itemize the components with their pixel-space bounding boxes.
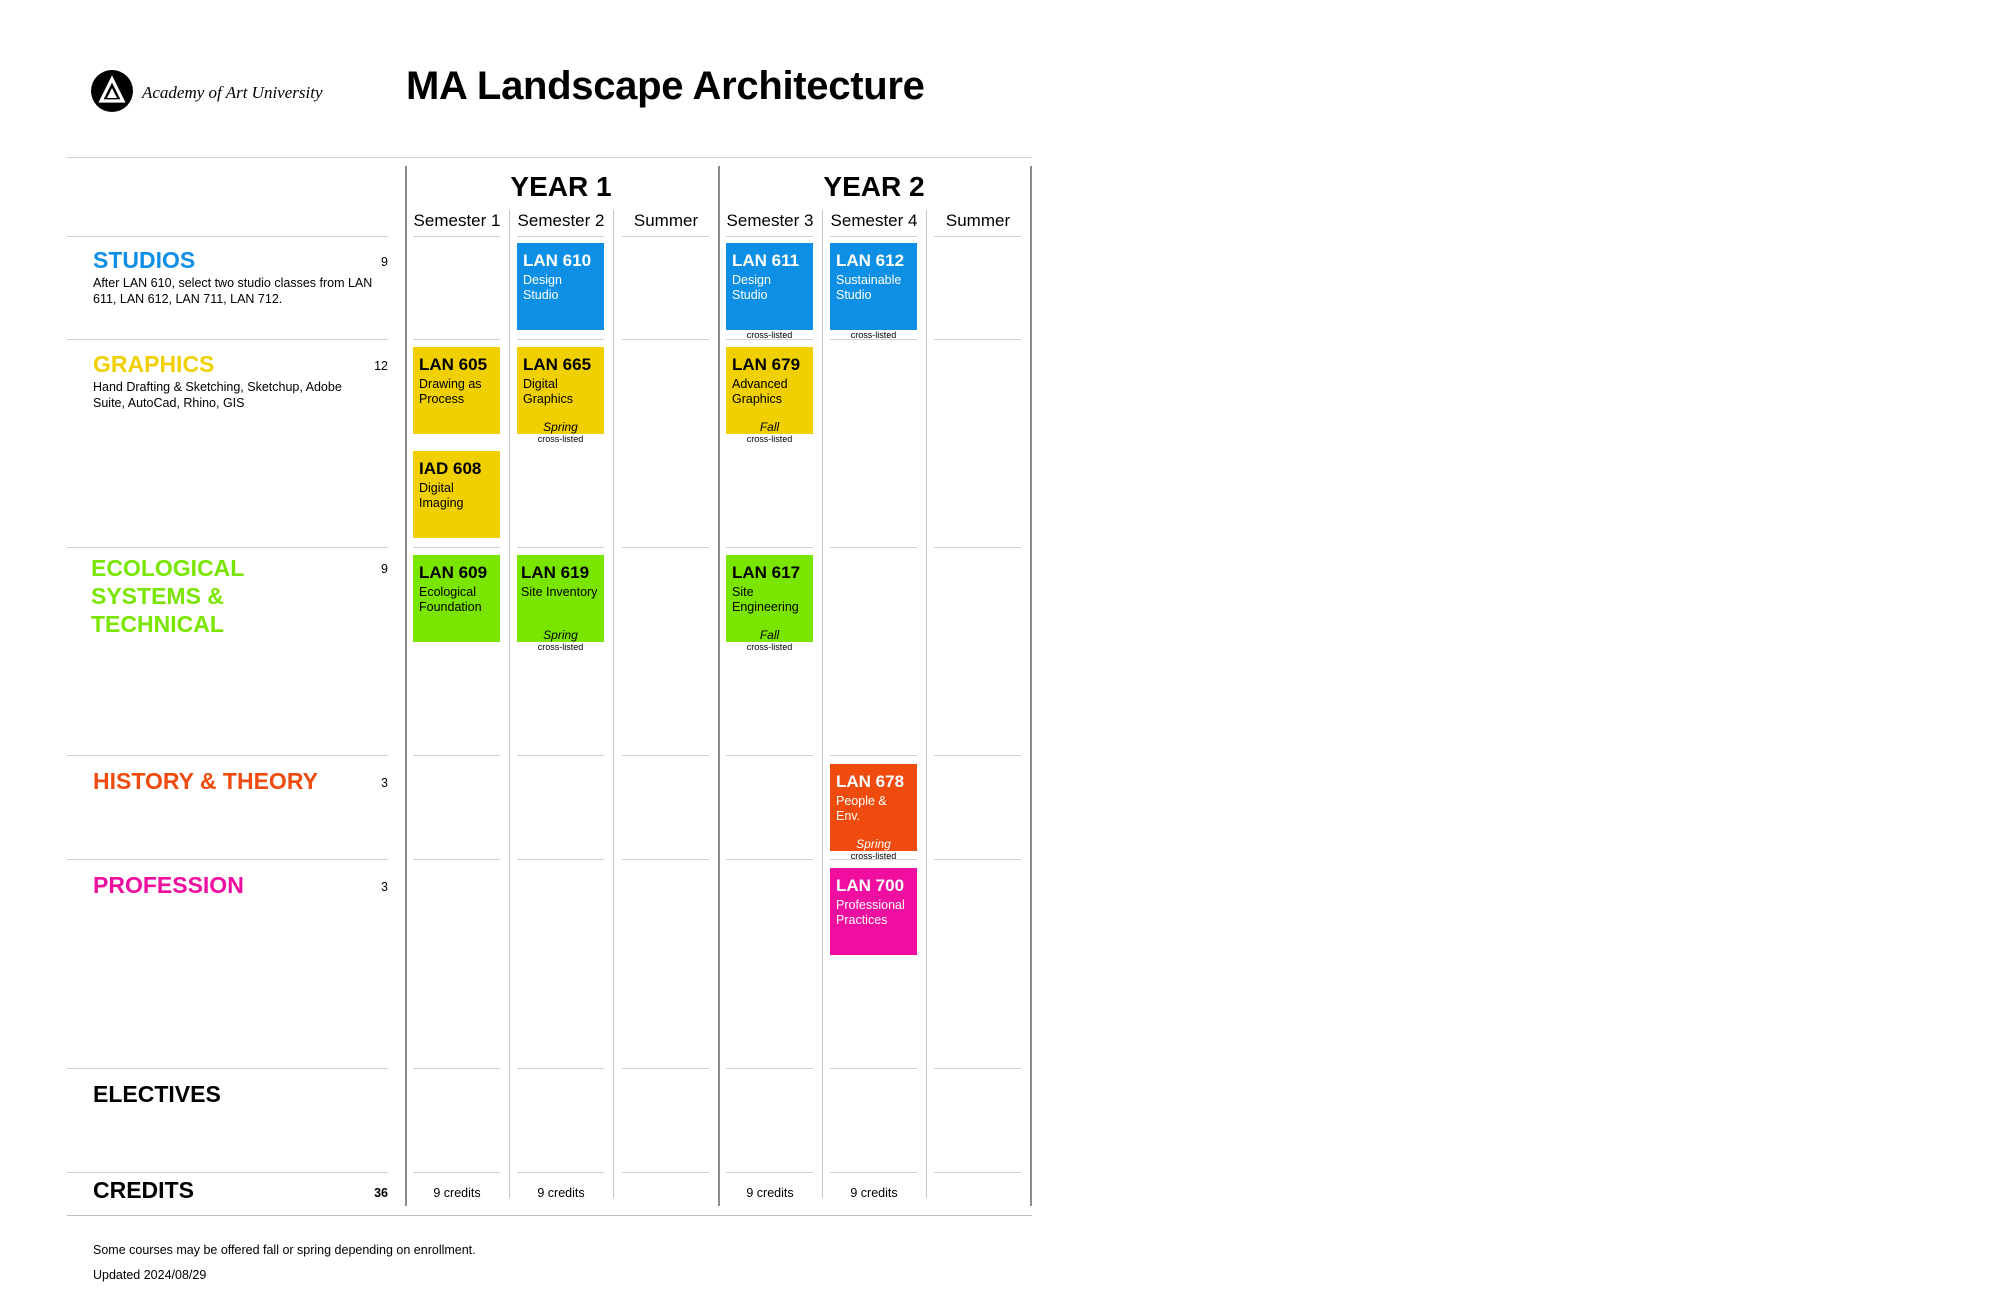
course-code: LAN 605 [419, 355, 488, 374]
cross-listed-note: cross-listed [537, 642, 584, 652]
course-card-lan700 [830, 868, 917, 955]
course-card-lan611 [726, 243, 813, 330]
cross-listed-note: cross-listed [850, 330, 897, 340]
cross-listed-note: cross-listed [850, 851, 897, 861]
category-graphics-credits: 12 [374, 359, 388, 373]
course-code: LAN 611 [732, 251, 800, 270]
course-card-iad608 [413, 451, 500, 538]
course-name: Sustainable Studio [836, 273, 902, 302]
top-rule [67, 157, 1032, 158]
course-name: Professional Practices [836, 898, 905, 927]
category-graphics-desc: Hand Drafting & Sketching, Sketchup, Adobe Suite, AutoCad, Rhino, GIS [93, 380, 342, 410]
course-code: LAN 665 [523, 355, 592, 374]
category-history-credits: 3 [381, 776, 388, 790]
course-code: LAN 700 [836, 876, 905, 895]
semester-1-credits: 9 credits [433, 1186, 481, 1200]
course-name: Advanced Graphics [732, 377, 788, 406]
column-semester-4: Semester 4 [830, 211, 918, 230]
course-code: IAD 608 [419, 459, 482, 478]
course-card-lan619 [517, 555, 604, 642]
page-title: MA Landscape Architecture [406, 64, 925, 108]
category-profession-title: PROFESSION [93, 872, 244, 898]
category-electives-title: ELECTIVES [93, 1081, 221, 1107]
course-card-lan610 [517, 243, 604, 330]
university-logo [91, 70, 133, 112]
divider-sem4-summer [926, 210, 927, 1198]
credits-total: 36 [374, 1186, 388, 1200]
category-profession-credits: 3 [381, 880, 388, 894]
category-graphics-title: GRAPHICS [93, 351, 215, 377]
course-term: Fall [759, 420, 780, 434]
course-card-lan612 [830, 243, 917, 330]
semester-3-credits: 9 credits [746, 1186, 794, 1200]
course-term: Fall [759, 628, 780, 642]
footer-updated: Updated 2024/08/29 [93, 1268, 207, 1282]
year-1-label: YEAR 1 [510, 171, 612, 202]
course-code: LAN 610 [523, 251, 592, 270]
course-card-lan679 [726, 347, 813, 434]
column-semester-3: Semester 3 [726, 211, 814, 230]
category-ecological-title: ECOLOGICAL SYSTEMS & TECHNICAL [91, 555, 244, 637]
course-name: Drawing as Process [419, 377, 482, 406]
course-code: LAN 619 [521, 563, 590, 582]
course-code: LAN 679 [732, 355, 801, 374]
cross-listed-note: cross-listed [537, 434, 584, 444]
divider-year2-right [1030, 166, 1032, 1206]
course-name: Design Studio [732, 273, 771, 302]
divider-sem2-summer [613, 210, 614, 1198]
course-card-lan617 [726, 555, 813, 642]
course-code: LAN 617 [732, 563, 801, 582]
course-term: Spring [543, 628, 578, 642]
divider-sem3-sem4 [822, 210, 823, 1198]
semester-4-credits: 9 credits [850, 1186, 898, 1200]
category-history-title: HISTORY & THEORY [93, 768, 318, 794]
category-studios-credits: 9 [381, 255, 388, 269]
column-semester-1: Semester 1 [413, 211, 501, 230]
category-ecological-credits: 9 [381, 562, 388, 576]
column-summer-1: Summer [633, 211, 699, 230]
cross-listed-note: cross-listed [746, 330, 793, 340]
semester-2-credits: 9 credits [537, 1186, 585, 1200]
bottom-rule [67, 1215, 1032, 1216]
university-name: Academy of Art University [142, 83, 323, 102]
footer-note: Some courses may be offered fall or spring depending on enrollment. [93, 1243, 476, 1257]
column-summer-2: Summer [945, 211, 1011, 230]
cross-listed-note: cross-listed [746, 434, 793, 444]
credits-row-title: CREDITS [93, 1177, 194, 1203]
course-name: Site Inventory [521, 585, 598, 599]
course-code: LAN 609 [419, 563, 488, 582]
course-term: Spring [856, 837, 891, 851]
course-name: Digital Graphics [523, 377, 574, 406]
course-card-lan678 [830, 764, 917, 851]
course-name: Site Engineering [732, 585, 799, 614]
category-studios-title: STUDIOS [93, 247, 196, 273]
course-name: Digital Imaging [419, 481, 464, 510]
year-2-label: YEAR 2 [823, 171, 925, 202]
course-term: Spring [543, 420, 578, 434]
course-card-lan609 [413, 555, 500, 642]
course-card-lan665 [517, 347, 604, 434]
logo-triangle-icon [91, 70, 133, 112]
course-name: People & Env. [836, 794, 887, 823]
course-name: Design Studio [523, 273, 562, 302]
divider-sem1-sem2 [509, 210, 510, 1198]
divider-year2-left [718, 166, 720, 1206]
course-card-lan605 [413, 347, 500, 434]
category-studios-desc: After LAN 610, select two studio classes from LAN 611, LAN 612, LAN 711, LAN 712. [93, 276, 373, 306]
course-code: LAN 678 [836, 772, 905, 791]
course-name: Ecological Foundation [419, 585, 482, 614]
cross-listed-note: cross-listed [746, 642, 793, 652]
column-semester-2: Semester 2 [517, 211, 605, 230]
divider-year1-left [405, 166, 407, 1206]
course-code: LAN 612 [836, 251, 905, 270]
